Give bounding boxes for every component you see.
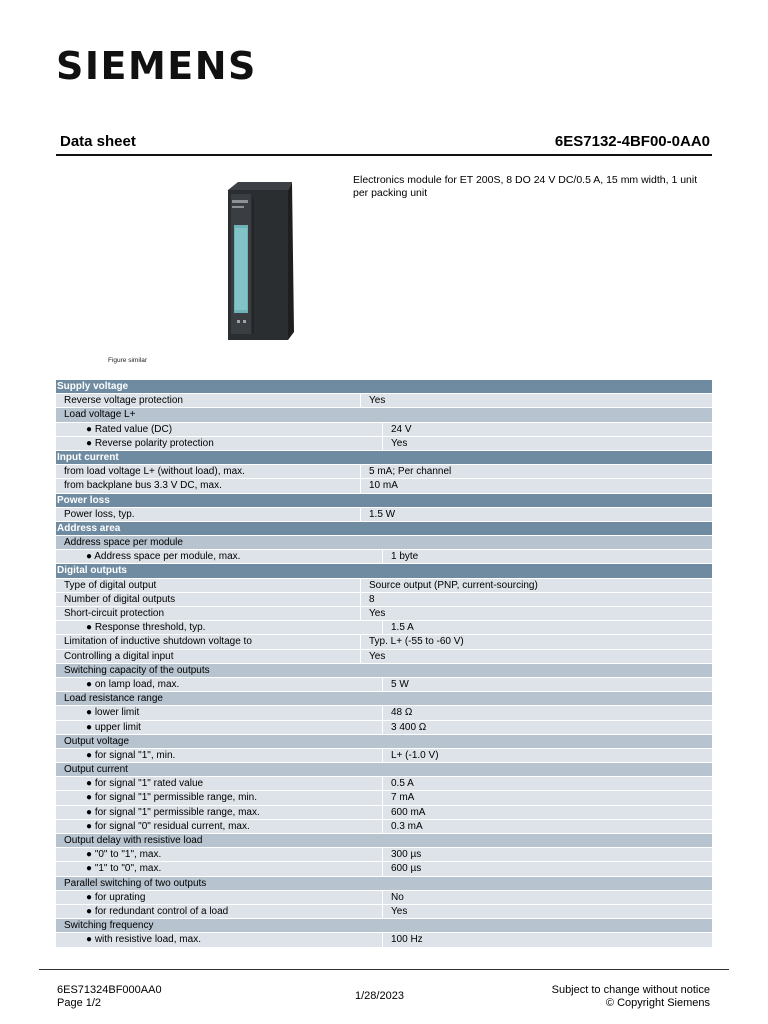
table-row [56,592,712,606]
row-value: 10 mA [360,479,712,492]
row-label: Address space per module [64,537,183,549]
row-value [360,735,712,748]
subsection-row [56,876,712,890]
footer-page: Page 1/2 [57,997,102,1009]
product-description: Electronics module for ET 200S, 8 DO 24 V DC/0.5 A, 15 mm width, 1 unit per packing unit [353,174,698,199]
row-label: ● on lamp load, max. [86,678,180,690]
table-row [56,677,712,691]
row-value: 300 µs [382,848,712,861]
row-value [360,763,712,776]
row-value: 0.3 mA [382,820,712,833]
table-row [56,861,712,875]
table-row [56,393,712,407]
footer-article: 6ES71324BF000AA0 [57,984,162,996]
table-row [56,932,712,946]
row-label: ● Address space per module, max. [86,551,241,563]
table-row [56,720,712,734]
row-label: ● for signal "0" residual current, max. [86,820,250,832]
row-value [353,380,712,393]
subsection-row [56,833,712,847]
table-row [56,748,712,762]
section-header [56,563,712,577]
row-label: Power loss, typ. [64,508,135,520]
footer-right [552,984,710,1010]
row-label: Switching frequency [64,920,154,932]
section-header [56,521,712,535]
row-label: ● with resistive load, max. [86,934,201,946]
row-label: Type of digital output [64,579,157,591]
section-header [56,493,712,507]
row-value [360,692,712,705]
row-value [360,536,712,549]
row-value: 7 mA [382,791,712,804]
subsection-row [56,535,712,549]
row-value [360,877,712,890]
product-image [222,180,300,350]
row-value: No [382,891,712,904]
row-value: 8 [360,593,712,606]
table-row [56,890,712,904]
row-label: ● for signal "1" permissible range, max. [86,806,260,818]
subsection-row [56,918,712,932]
row-value [360,834,712,847]
row-label: Digital outputs [57,565,127,577]
row-value: 48 Ω [382,706,712,719]
table-row [56,805,712,819]
table-row [56,606,712,620]
row-label: from load voltage L+ (without load), max. [64,466,245,478]
row-label: Address area [57,522,121,534]
section-header [56,379,712,393]
subsection-row [56,734,712,748]
row-label: ● for uprating [86,891,146,903]
datasheet-title: Data sheet [60,133,136,150]
footer-copyright: © Copyright Siemens [605,997,710,1009]
table-row [56,790,712,804]
footer-notice: Subject to change without notice [551,984,710,996]
table-row [56,620,712,634]
row-label: Switching capacity of the outputs [64,664,210,676]
row-label: ● "1" to "0", max. [86,863,162,875]
footer-divider [39,969,729,970]
row-value [360,664,712,677]
row-label: ● for signal "1" rated value [86,778,204,790]
row-value: 600 µs [382,862,712,875]
table-row [56,847,712,861]
row-value: Yes [360,650,712,663]
row-label: ● lower limit [86,707,140,719]
row-label: ● for signal "1", min. [86,749,176,761]
header-divider [56,154,712,156]
row-label: Short-circuit protection [64,608,165,619]
figure-caption: Figure similar [108,357,148,364]
row-value: 3 400 Ω [382,721,712,734]
row-label: ● Rated value (DC) [86,423,173,435]
table-row [56,649,712,663]
row-value [353,494,712,507]
footer-left [57,984,162,1010]
subsection-row [56,691,712,705]
row-label: Reverse voltage protection [64,395,183,407]
row-value: 100 Hz [382,933,712,946]
table-row [56,478,712,492]
row-value [353,522,712,535]
row-value: Yes [360,394,712,407]
spec-table [56,379,712,947]
row-value: L+ (-1.0 V) [382,749,712,762]
row-label: ● upper limit [86,721,141,733]
subsection-row [56,407,712,421]
row-label: Output delay with resistive load [64,835,203,846]
row-value: 0.5 A [382,777,712,790]
row-value: 5 W [382,678,712,691]
row-value: 24 V [382,423,712,436]
row-label: Power loss [57,494,110,506]
row-label: Limitation of inductive shutdown voltage to [64,636,252,648]
table-row [56,904,712,918]
row-value: 1.5 A [382,621,712,634]
row-label: Controlling a digital input [64,650,174,662]
siemens-logo: SIEMENS [56,44,257,88]
row-label: Load voltage L+ [64,409,136,421]
row-value: 600 mA [382,806,712,819]
section-header [56,450,712,464]
row-value: Yes [382,905,712,918]
table-row [56,578,712,592]
row-label: Number of digital outputs [64,593,176,605]
row-value [360,919,712,932]
subsection-row [56,762,712,776]
row-label: Parallel switching of two outputs [64,877,207,889]
row-label: Load resistance range [64,693,163,705]
subsection-row [56,663,712,677]
row-label: ● for redundant control of a load [86,905,229,917]
row-value: 1.5 W [360,508,712,521]
row-label: from backplane bus 3.3 V DC, max. [64,480,222,492]
table-row [56,507,712,521]
table-row [56,819,712,833]
row-label: ● "0" to "1", max. [86,849,162,861]
row-value: Yes [382,437,712,450]
row-label: Input current [57,451,119,463]
table-row [56,422,712,436]
row-value: Yes [360,607,712,620]
row-value: Typ. L+ (-55 to -60 V) [360,635,712,648]
row-value: 1 byte [382,550,712,563]
article-number: 6ES7132-4BF00-0AA0 [554,133,710,150]
row-label: Supply voltage [57,381,129,392]
table-row [56,634,712,648]
row-value [360,408,712,421]
row-value: 5 mA; Per channel [360,465,712,478]
row-label: ● Response threshold, typ. [86,622,206,634]
table-row [56,776,712,790]
row-label: Output current [64,764,128,776]
table-row [56,549,712,563]
row-value: Source output (PNP, current-sourcing) [360,579,712,592]
footer-date: 1/28/2023 [355,990,404,1002]
row-label: Output voltage [64,735,130,747]
row-value [353,564,712,577]
table-row [56,436,712,450]
table-row [56,464,712,478]
row-value [353,451,712,464]
row-label: ● for signal "1" permissible range, min. [86,792,257,804]
row-label: ● Reverse polarity protection [86,437,214,449]
table-row [56,705,712,719]
